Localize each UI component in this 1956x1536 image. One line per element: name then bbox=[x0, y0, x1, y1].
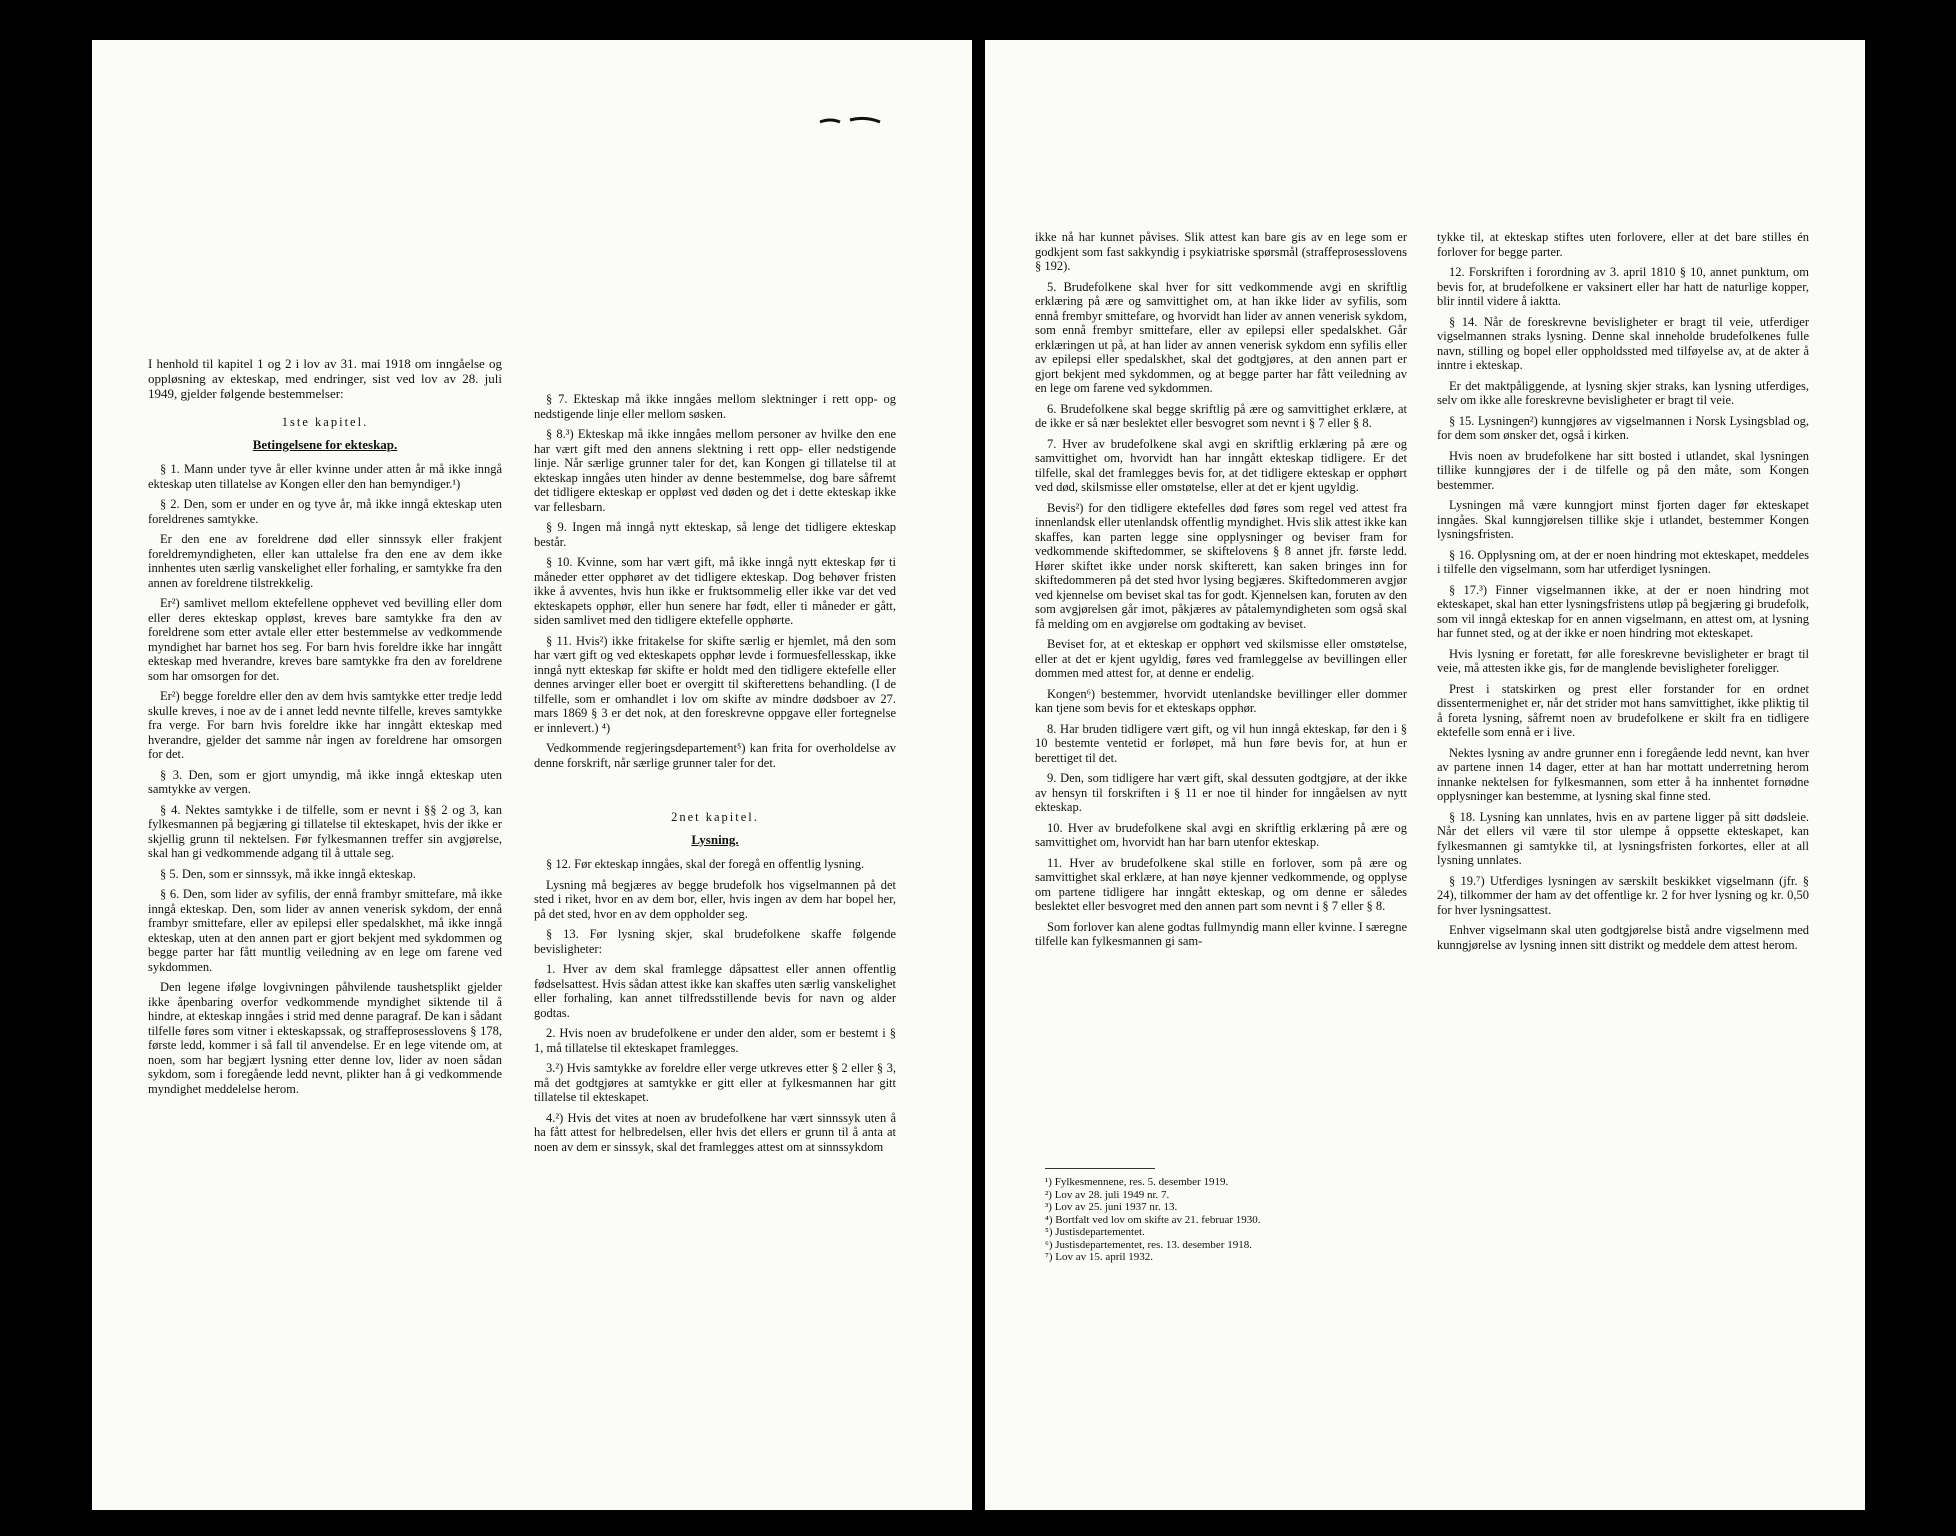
footnote-divider bbox=[1045, 1168, 1155, 1169]
paragraph: § 17.³) Finner vigselmannen ikke, at der er noen hindring mot ekteskapet, skal han etter lysningsfristens utløp på begjæring gi brudefolk, som vil inngå ekteskap for en annen vigselmann, en attest om, at lysning har funnet sted, og at der ikke er noen hindring mot ekteskapet. bbox=[1437, 582, 1809, 640]
paragraph: 2. Hvis noen av brudefolkene er under den alder, som er bestemt i § 1, må tillatelse til ekteskapet framlegges. bbox=[534, 1026, 896, 1055]
footnotes bbox=[1045, 1176, 1465, 1264]
chapter-2-title: 2net kapitel. bbox=[671, 810, 759, 824]
paragraph: § 14. Når de foreskrevne bevisligheter er bragt til veie, utferdiger vigselmannen straks lysning. Denne skal inneholde brudefolkenes fulle navn, stilling og bopel eller oppholdssted med tilføyelse av, at de akter å inntre i ekteskap. bbox=[1437, 314, 1809, 372]
paragraph: Enhver vigselmann skal uten godtgjørelse bistå andre vigselmenn med kunngjørelse av lysning innen sitt distrikt og meddele dem attest herom. bbox=[1437, 923, 1809, 952]
paragraph: § 19.⁷) Utferdiges lysningen av særskilt beskikket vigselmann (jfr. § 24), tilkommer der ham av det offentlige kr. 2 for hver lysning og kr. 0,50 for hver lysningsattest. bbox=[1437, 873, 1809, 917]
paragraph: § 9. Ingen må inngå nytt ekteskap, så lenge det tidligere ekteskap består. bbox=[534, 520, 896, 549]
paragraph: § 2. Den, som er under en og tyve år, må ikke inngå ekteskap uten foreldrenes samtykke. bbox=[148, 497, 502, 526]
paragraph: § 5. Den, som er sinnssyk, må ikke inngå ekteskap. bbox=[160, 866, 416, 881]
left-column-1 bbox=[148, 356, 502, 1102]
paragraph: 1. Hver av dem skal framlegge dåpsattest eller annen offentlig fødselsattest. Hvis sådan attest ikke kan skaffes uten særlig vanskelighet eller forhaling, kan annet tilfredsstillende bevis for navn og alder godtas. bbox=[534, 962, 896, 1020]
paragraph: tykke til, at ekteskap stiftes uten forlovere, eller at det bare stilles én forlover for begge parter. bbox=[1437, 230, 1809, 259]
paragraph: § 1. Mann under tyve år eller kvinne under atten år må ikke inngå ekteskap uten tillatelse av Kongen eller den han bemyndiger.¹) bbox=[148, 462, 502, 491]
paragraph: 6. Brudefolkene skal begge skriftlig på ære og samvittighet erklære, at de ikke er så nær beslektet eller besvogret som nevnt i § 7 eller § 8. bbox=[1035, 401, 1407, 430]
paragraph: § 8.³) Ekteskap må ikke inngåes mellom personer av hvilke den ene har vært gift med den annens slektning i rett opp- eller nedstigende linje. Når særlige grunner taler for det, kan Kongen gi tillatelse til at ekteskap inngåes uten hinder av denne bestemmelse, dog bare såfremt det tidligere ekteskap er oppløst ved døden og det i dette ekteskap ikke var fellesbarn. bbox=[534, 427, 896, 514]
paragraph: § 10. Kvinne, som har vært gift, må ikke inngå nytt ekteskap før ti måneder etter opphøret av det tidligere ekteskap. Dog behøver fristen ikke å avventes, hvis hun ikke er fruktsommelig eller ikke var det ved ekteskapets opphør, eller hun senere har født, eller ti måneder er gått, siden samlivet med den tidligere ektefelle opphørte. bbox=[534, 555, 896, 627]
chapter-2-heading: Lysning. bbox=[691, 831, 739, 847]
paragraph: Den legene ifølge lovgivningen påhvilende taushetsplikt gjelder ikke åpenbaring overfor vedkommende myndighet siktende til å hindre, at ekteskap inngåes i strid med denne paragraf. De kan i sådant tilfelle føres som vitner i ekteskapssak, og straffeprosesslovens § 178, første ledd, kommer i så fall til anvendelse. Er en lege vitende om, at noen, som har begjært lysning etter denne lov, lider av noen sådan sykdom, som i foregående ledd nevnt, plikter han å gi vedkommende myndighet meddelelse herom. bbox=[148, 980, 502, 1096]
paragraph: Vedkommende regjeringsdepartement⁵) kan frita for overholdelse av denne forskrift, når særlige grunner taler for det. bbox=[534, 741, 896, 770]
paragraph: § 13. Før lysning skjer, skal brudefolkene skaffe følgende bevisligheter: bbox=[534, 927, 896, 956]
paragraph: Lysning må begjæres av begge brudefolk hos vigselmannen på det sted i riket, hvor en av dem bor, eller, hvis ingen av dem har bopel her, på det sted, hvor en av dem oppholder seg. bbox=[534, 877, 896, 921]
paragraph: § 3. Den, som er gjort umyndig, må ikke inngå ekteskap uten samtykke av vergen. bbox=[148, 767, 502, 796]
paragraph: Hvis noen av brudefolkene har sitt bosted i utlandet, skal lysningen tillike kunngjøres der i de tilfelle og på den måte, som Kongen bestemmer. bbox=[1437, 448, 1809, 492]
chapter-1-title: 1ste kapitel. bbox=[281, 415, 369, 429]
paragraph: Som forlover kan alene godtas fullmyndig mann eller kvinne. I særegne tilfelle kan fylkesmannen gi sam- bbox=[1035, 919, 1407, 948]
paragraph: Prest i statskirken og prest eller forstander for en ordnet dissentermenighet er, når det strider mot hans samvittighet, ikke pliktig til å foreta lysning, såfremt noen av brudefolkene er skilt fra en tidligere ektefelle som ennå er i live. bbox=[1437, 681, 1809, 739]
paragraph: § 4. Nektes samtykke i de tilfelle, som er nevnt i §§ 2 og 3, kan fylkesmannen på begjæring gi tillatelse til ekteskapet, hvis der ikke er skjellig grunn til nektelsen. Før fylkesmannen treffer sin avgjørelse, skal han gi vedkommende adgang til å uttale seg. bbox=[148, 802, 502, 860]
paragraph: § 12. Før ekteskap inngåes, skal der foregå en offentlig lysning. bbox=[546, 857, 865, 871]
paragraph: Nektes lysning av andre grunner enn i foregående ledd nevnt, kan hver av partene innen 14 dager, etter at han har mottatt underretning herom innanke nektelsen for fylkesmannen, som etter å ha innhentet fornødne opplysninger kan bestemme, at lysning skal finne sted. bbox=[1437, 745, 1809, 803]
paragraph: § 6. Den, som lider av syfilis, der ennå frambyr smittefare, må ikke inngå ekteskap. Den, som lider av annen venerisk sykdom, der ennå frambyr smittefare, eller av epilepsi eller spedalskhet, må ikke inngå ekteskap, uten at den annen part er gjort bekjent med sykdommen og begge parter har fått muntlig veiledning av en lege om farene ved sykdommen. bbox=[148, 887, 502, 974]
paragraph: Er den ene av foreldrene død eller sinnssyk eller frakjent foreldremyndigheten, eller kan uttalelse fra den ene av dem ikke innhentes uten særlig vanskelighet eller forhaling, er samtykke fra den annen av foreldrene tilstrekkelig. bbox=[148, 532, 502, 590]
paragraph: 8. Har bruden tidligere vært gift, og vil hun inngå ekteskap, før den i § 10 bestemte ventetid er forløpet, må hun føre bevis for, at hun er berettiget til det. bbox=[1035, 721, 1407, 765]
paragraph: § 7. Ekteskap må ikke inngåes mellom slektninger i rett opp- og nedstigende linje eller mellom søsken. bbox=[534, 392, 896, 421]
paragraph: § 15. Lysningen²) kunngjøres av vigselmannen i Norsk Lysingsblad og, for dem som ønsker det, også i kirken. bbox=[1437, 413, 1809, 442]
footnote: ²) Lov av 28. juli 1949 nr. 7. bbox=[1045, 1188, 1170, 1201]
paragraph: Lysningen må være kunngjort minst fjorten dager før ekteskapet inngåes. Skal kunngjørelsen tillike skje i utlandet, bestemmer Kongen lysningsfristen. bbox=[1437, 498, 1809, 541]
paragraph: 9. Den, som tidligere har vært gift, skal dessuten godtgjøre, at der ikke av hensyn til forskriften i § 11 er noe til hinder for inngåelsen av nytt ekteskap. bbox=[1035, 771, 1407, 814]
paragraph: Er det maktpåliggende, at lysning skjer straks, kan lysning utferdiges, selv om ikke alle foreskrevne bevisligheter er bragt til veie. bbox=[1437, 378, 1809, 407]
paragraph: § 16. Opplysning om, at der er noen hindring mot ekteskapet, meddeles i tilfelle den vigselmann, som har utferdiget lysningen. bbox=[1437, 547, 1809, 576]
paragraph: Bevis²) for den tidligere ektefelles død føres som regel ved attest fra innenlandsk eller utenlandsk offentlig myndighet. Hvis slik attest ikke kan skaffes, kan parten legge sine opplysninger og beviser fram for vedkommende skiftedommer, se skiftelovens § 8 annet jfr. første ledd. Hører skiftet ikke under norsk skifterett, kan saken bringes inn for skiftedommeren på det sted hvor lysing begjæres. Skiftedommeren avgjør ved kjennelse om beviset skal tas for godt. Kjennelsen kan, foruten av den som avgjørelsen går imot, påkjæres av påtalemyndigheten som også skal få melding om en avgjørelse om godtaking av beviset. bbox=[1035, 500, 1407, 631]
paragraph: Kongen⁶) bestemmer, hvorvidt utenlandske bevillinger eller dommer kan tjene som bevis for et ekteskaps opphør. bbox=[1035, 686, 1407, 715]
paragraph: 10. Hver av brudefolkene skal avgi en skriftlig erklæring på ære og samvittighet om, hvorvidt han har barn utenfor ekteskap. bbox=[1035, 820, 1407, 849]
footnote: ⁵) Justisdepartementet. bbox=[1045, 1226, 1145, 1238]
paragraph: ikke nå har kunnet påvises. Slik attest kan bare gis av en lege som er godkjent som fast sakkyndig i psykiatriske spørsmål (straffeprosesslovens § 192). bbox=[1035, 230, 1407, 273]
binding-mark-icon bbox=[810, 108, 960, 132]
left-column-2 bbox=[534, 392, 896, 1160]
paragraph: 4.²) Hvis det vites at noen av brudefolkene har vært sinnssyk uten å ha fått attest for helbredelsen, eller hvis det ellers er grunn til å anta at noen av dem er sinssyk, skal det framlegges attest om at sinnssykdom bbox=[534, 1110, 896, 1154]
paragraph: Beviset for, at et ekteskap er opphørt ved skilsmisse eller omstøtelse, eller at det er kjent ugyldig, føres ved framleggelse av bevillingen eller dommen med attest for, at denne er endelig. bbox=[1035, 637, 1407, 680]
intro-paragraph: I henhold til kapitel 1 og 2 i lov av 31. mai 1918 om inngåelse og oppløsning av ekteskap, med endringer, sist ved lov av 28. juli 1949, gjelder følgende bestemmelser: bbox=[148, 356, 502, 401]
paragraph: § 11. Hvis²) ikke fritakelse for skifte særlig er hjemlet, må den som har vært gift og ved ekteskapets opphør levde i formuesfellesskap, ikke inngå nytt ekteskap før skifte er holdt med den tidligere ektefelle eller dennes arvinger eller boet er overgitt til skifterettens behandling. (I de tilfelle, som er omhandlet i lov om skifte av mindre dødsboer av 27. mars 1869 § 3 er det nok, at den foreskrevne oppgave eller fortegnelse er innlevert.) ⁴) bbox=[534, 633, 896, 735]
paragraph: Er²) begge foreldre eller den av dem hvis samtykke etter tredje ledd skulle kreves, i noe av de i annet ledd nevnte tilfelle, kreves samtykke fra verge. For barn hvis foreldre ikke har inngått ekteskap med hverandre, gjelder det samme når ingen av foreldrene har omsorgen for det. bbox=[148, 689, 502, 761]
footnote: ³) Lov av 25. juni 1937 nr. 13. bbox=[1045, 1201, 1178, 1213]
chapter-1-heading: Betingelsene for ekteskap. bbox=[252, 436, 398, 452]
footnote: ⁷) Lov av 15. april 1932. bbox=[1045, 1251, 1154, 1263]
footnote: ¹) Fylkesmennene, res. 5. desember 1919. bbox=[1045, 1176, 1229, 1188]
footnote: ⁶) Justisdepartementet, res. 13. desember 1918. bbox=[1045, 1238, 1252, 1251]
paragraph: 5. Brudefolkene skal hver for sitt vedkommende avgi en skriftlig erklæring på ære og samvittighet om, at han ikke lider av syfilis, som ennå frembyr smittefare, og hvorvidt han lider av annen venerisk sykdom, som ennå frembyr smittefare, eller av epilepsi eller spedalskhet. Går erklæringen ut på, at han lider av annen venerisk sykdom enn syfilis eller av epilepsi eller spedalskhet, skal det godtgjøres, at den annen part er gjort bekjent med sykdommen, og at begge parter har fått veiledning av en lege om farene ved sykdommen. bbox=[1035, 279, 1407, 395]
left-page bbox=[92, 40, 972, 1510]
paragraph: 11. Hver av brudefolkene skal stille en forlover, som på ære og samvittighet skal erklære, at han nøye kjenner vedkommende, og opplyse om partene tidligere har inngått ekteskap, og om denne er således beslektet eller besvogret med den annen part som nevnt i § 7 eller § 8. bbox=[1035, 855, 1407, 913]
paragraph: 12. Forskriften i forordning av 3. april 1810 § 10, annet punktum, om bevis for, at brudefolkene er vaksinert eller har hatt de naturlige kopper, blir inntil videre å iaktta. bbox=[1437, 265, 1809, 308]
paragraph: 3.²) Hvis samtykke av foreldre eller verge utkreves etter § 2 eller § 3, må det godtgjøres at samtykke er gitt eller at fylkesmannen har gitt tillatelse til ekteskapet. bbox=[534, 1061, 896, 1104]
paragraph: 7. Hver av brudefolkene skal avgi en skriftlig erklæring på ære og samvittighet om, hvorvidt han har inngått ekteskap tidligere. Er det tilfelle, skal det framlegges bevis for, at det tidligere ekteskap er opphørt ved død, skilsmisse eller omstøtelse, eller at det er kjent ugyldig. bbox=[1035, 436, 1407, 494]
paragraph: Hvis lysning er foretatt, før alle foreskrevne bevisligheter er bragt til veie, må attesten ikke gis, før de manglende bevisligheter foreligger. bbox=[1437, 646, 1809, 675]
right-column-2 bbox=[1437, 230, 1809, 958]
right-column-1 bbox=[1035, 230, 1407, 955]
paragraph: Er²) samlivet mellom ektefellene opphevet ved bevilling eller dom eller deres ekteskap oppløst, kreves bare samtykke fra den av foreldrene som etter avtale eller etter bestemmelse av vedkommende myndighet har barnet hos seg. For barn hvis foreldre ikke har inngått ekteskap med hverandre, kreves bare samtykke fra den av foreldrene som har omsorgen for det. bbox=[148, 596, 502, 683]
paragraph: § 18. Lysning kan unnlates, hvis en av partene ligger på sitt dødsleie. Når det ellers vil være til stor ulempe å oppsette ekteskapet, kan fylkesmannen gi samtykke til, at lysningsfristen forkortes, eller at all lysning unnlates. bbox=[1437, 809, 1809, 867]
right-page bbox=[985, 40, 1865, 1510]
footnote: ⁴) Bortfalt ved lov om skifte av 21. februar 1930. bbox=[1045, 1213, 1261, 1226]
